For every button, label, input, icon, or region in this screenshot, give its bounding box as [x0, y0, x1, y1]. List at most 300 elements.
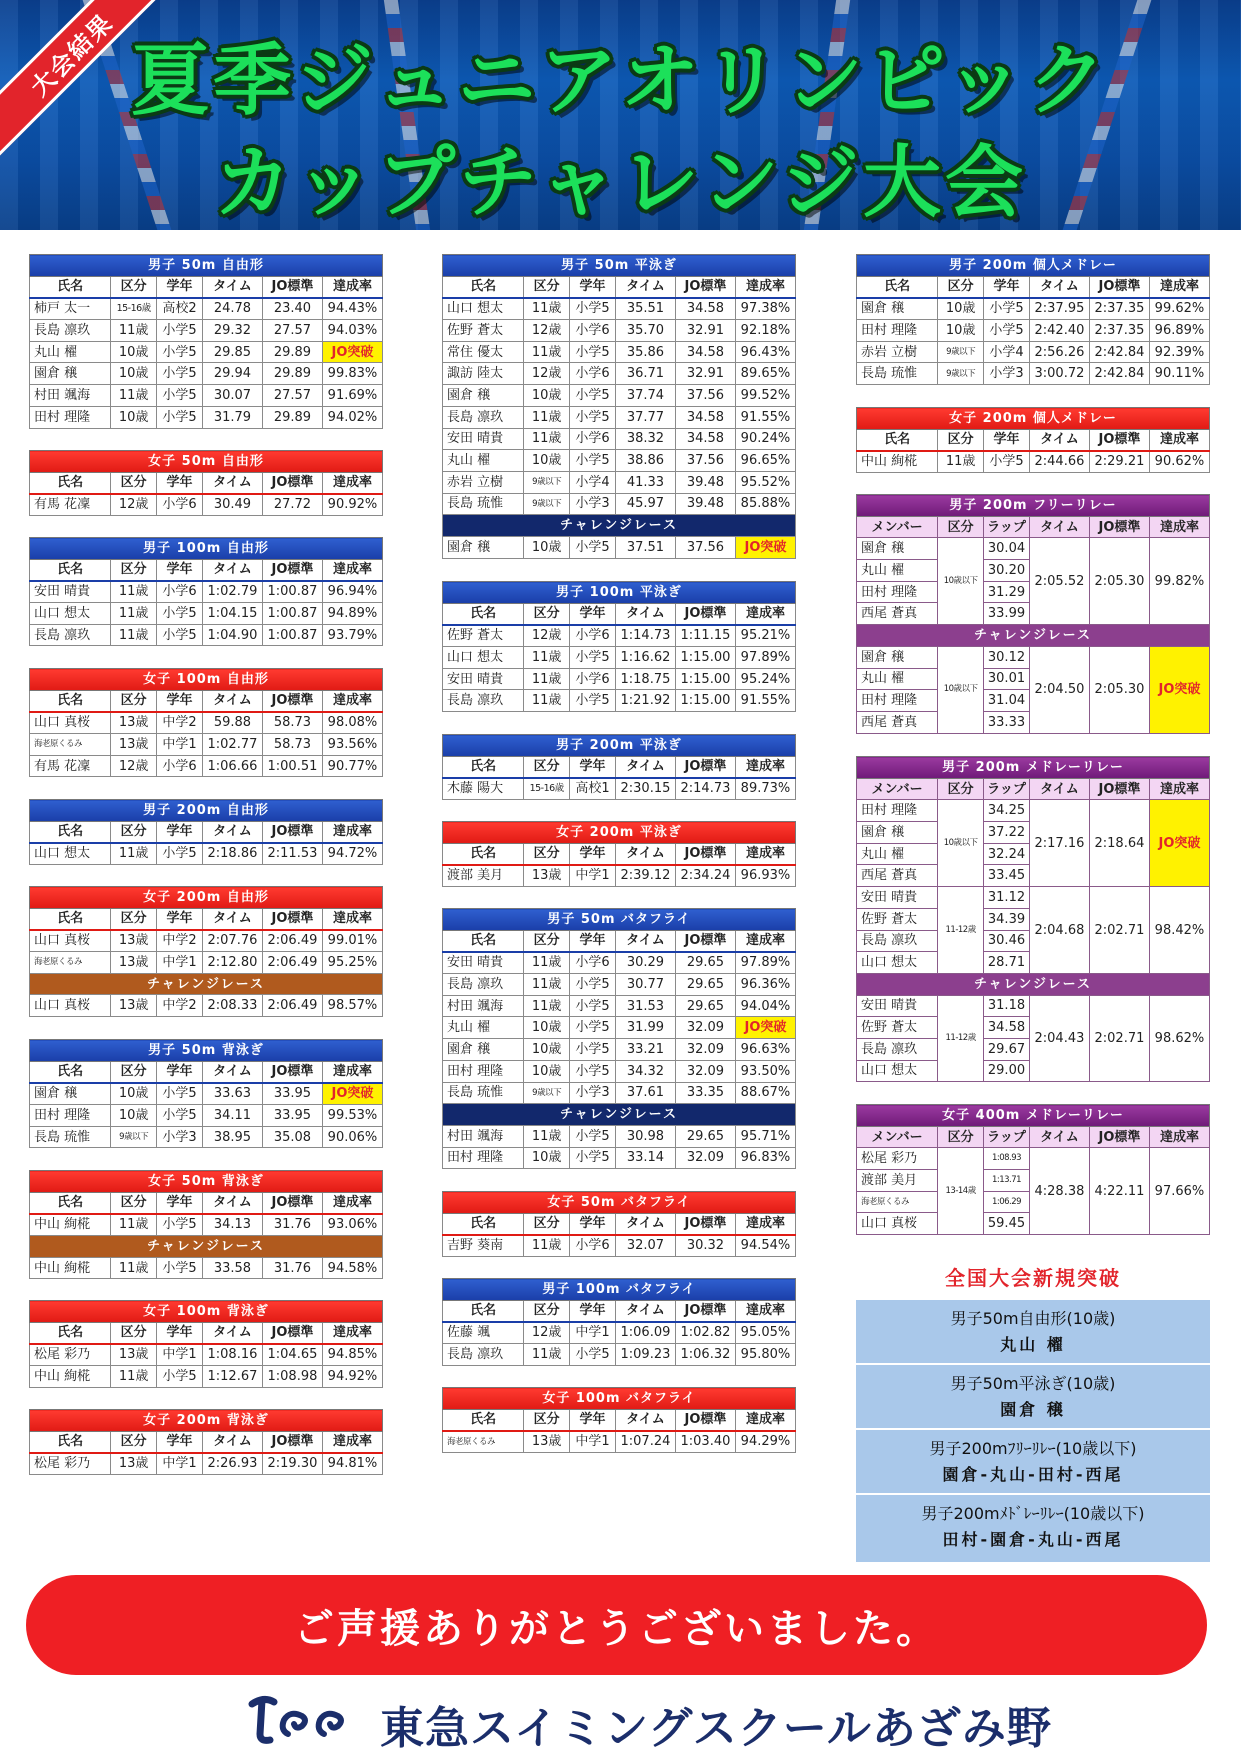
column-header: 区分 [111, 276, 157, 298]
result-cell: 高校2 [157, 298, 203, 320]
result-cell: 29.32 [202, 320, 262, 342]
column-header: 達成率 [322, 1322, 382, 1344]
column-header: 氏名 [30, 821, 111, 843]
result-cell: 10歳 [938, 298, 984, 320]
result-cell: 中学2 [157, 930, 203, 952]
result-cell: 10歳 [111, 341, 157, 363]
relay-lap: 33.45 [984, 865, 1030, 887]
result-cell: 3:00.72 [1029, 363, 1089, 385]
result-row [30, 995, 383, 1017]
result-cell: 45.97 [615, 493, 675, 515]
column-header: 達成率 [735, 603, 795, 625]
national-record-event: 男子50m自由形(10歳) [950, 1309, 1116, 1328]
result-cell: 95.25% [322, 952, 382, 974]
result-cell: 35.08 [262, 1126, 322, 1148]
column-header: 達成率 [735, 1409, 795, 1431]
result-cell: 中学1 [570, 1431, 616, 1453]
result-cell: 2:44.66 [1029, 451, 1089, 473]
relay-time: 4:28.38 [1029, 1148, 1089, 1235]
event-title: 女子 100m 自由形 [30, 669, 383, 691]
column-header: タイム [1029, 276, 1089, 298]
result-row [443, 406, 796, 428]
column-header: 氏名 [30, 472, 111, 494]
result-cell: 35.70 [615, 320, 675, 342]
result-row [443, 1017, 796, 1039]
result-cell: 高校1 [570, 778, 616, 800]
relay-member: 山口 想太 [857, 1060, 938, 1082]
relay-member: 丸山 櫂 [857, 560, 938, 582]
result-cell: 2:19.30 [262, 1453, 322, 1475]
result-cell: 95.52% [735, 471, 795, 493]
column-header: 学年 [157, 1061, 203, 1083]
result-cell: 小学3 [570, 1082, 616, 1104]
result-cell: JO突破 [322, 341, 382, 363]
result-row [30, 952, 383, 974]
column-header: 学年 [157, 1192, 203, 1214]
result-cell: 2:37.35 [1089, 298, 1149, 320]
result-cell: 1:07.24 [615, 1431, 675, 1453]
result-cell: 29.65 [675, 952, 735, 974]
result-cell: 小学3 [157, 1126, 203, 1148]
result-cell: 97.38% [735, 298, 795, 320]
result-cell: 赤岩 立樹 [443, 471, 524, 493]
result-table-m200fr [29, 799, 383, 865]
column-header: 学年 [157, 1322, 203, 1344]
result-cell: 2:14.73 [675, 778, 735, 800]
result-cell: 34.58 [675, 341, 735, 363]
result-cell: 1:03.40 [675, 1431, 735, 1453]
column-header: 氏名 [30, 908, 111, 930]
result-cell: 常住 優太 [443, 341, 524, 363]
result-cell: 24.78 [202, 298, 262, 320]
column-header-row [857, 276, 1210, 298]
column-header: JO標準 [675, 603, 735, 625]
result-cell: 小学5 [570, 341, 616, 363]
result-cell: 91.69% [322, 385, 382, 407]
relay-jo: 2:18.64 [1089, 800, 1149, 887]
result-cell: 33.95 [262, 1083, 322, 1105]
result-cell: 小学4 [984, 341, 1030, 363]
result-cell: 95.80% [735, 1344, 795, 1366]
column-header: 区分 [524, 1409, 570, 1431]
result-cell: 小学5 [157, 1366, 203, 1388]
result-cell: 31.99 [615, 1017, 675, 1039]
result-cell: 29.65 [675, 1125, 735, 1147]
result-row [443, 428, 796, 450]
column-header: タイム [615, 1213, 675, 1235]
result-cell: 89.73% [735, 778, 795, 800]
result-cell: 11歳 [111, 1257, 157, 1279]
result-cell: 木藤 陽大 [443, 778, 524, 800]
column-header: 達成率 [1149, 1126, 1209, 1148]
result-cell: 諏訪 陸太 [443, 363, 524, 385]
column-header: 達成率 [322, 690, 382, 712]
result-cell: 30.77 [615, 974, 675, 996]
column-header: 達成率 [735, 843, 795, 865]
result-cell: 小学6 [570, 625, 616, 647]
result-cell: 30.49 [202, 494, 262, 516]
event-title-row [443, 255, 796, 277]
result-cell: 11歳 [524, 995, 570, 1017]
relay-member: 佐野 蒼太 [857, 1017, 938, 1039]
column-header: 氏名 [30, 690, 111, 712]
result-cell: 13歳 [111, 1344, 157, 1366]
result-cell: 11歳 [524, 341, 570, 363]
column-header: JO標準 [675, 276, 735, 298]
challenge-race-label: チャレンジレース [30, 973, 383, 995]
result-cell: 10歳 [524, 385, 570, 407]
result-cell: 30.98 [615, 1125, 675, 1147]
result-row [30, 1126, 383, 1148]
result-cell: 中学1 [570, 1322, 616, 1344]
result-cell: 94.81% [322, 1453, 382, 1475]
column-header: JO標準 [675, 1300, 735, 1322]
result-cell: 11歳 [524, 952, 570, 974]
result-cell: 10歳 [111, 363, 157, 385]
result-cell: 長島 凛玖 [443, 1344, 524, 1366]
result-cell: 11歳 [524, 428, 570, 450]
result-cell: 長島 凛玖 [443, 974, 524, 996]
challenge-race-row [857, 973, 1210, 995]
result-row [443, 536, 796, 558]
event-title: 女子 200m 個人メドレー [857, 408, 1210, 430]
event-title-row [443, 735, 796, 757]
result-cell: 1:15.00 [675, 668, 735, 690]
result-cell: 15-16歳 [524, 778, 570, 800]
result-cell: 96.36% [735, 974, 795, 996]
result-cell: 海老原くるみ [30, 952, 111, 974]
relay-member: 園倉 穣 [857, 646, 938, 668]
challenge-race-row [857, 625, 1210, 647]
column-header: 区分 [111, 690, 157, 712]
result-row [30, 1214, 383, 1236]
result-cell: 33.21 [615, 1039, 675, 1061]
result-table-w200bk [29, 1409, 383, 1475]
result-cell: 97.89% [735, 952, 795, 974]
result-cell: 安田 晴貴 [443, 668, 524, 690]
column-header: 区分 [524, 1213, 570, 1235]
result-cell: 中学1 [157, 1453, 203, 1475]
result-cell: 33.35 [675, 1082, 735, 1104]
relay-member: 西尾 蒼真 [857, 603, 938, 625]
result-cell: 園倉 穣 [30, 363, 111, 385]
result-cell: 94.29% [735, 1431, 795, 1453]
result-cell: 小学6 [157, 494, 203, 516]
result-cell: 丸山 櫂 [443, 1017, 524, 1039]
column-header-row [857, 429, 1210, 451]
column-header-row [30, 821, 383, 843]
result-cell: 小学6 [570, 428, 616, 450]
column-header: JO標準 [262, 690, 322, 712]
column-header: 達成率 [1149, 276, 1209, 298]
relay-lap: 30.46 [984, 930, 1030, 952]
event-title-row [30, 255, 383, 277]
relay-member: 園倉 穣 [857, 538, 938, 560]
column-header: JO標準 [262, 559, 322, 581]
result-cell: 1:11.15 [675, 625, 735, 647]
result-cell: 32.07 [615, 1235, 675, 1257]
result-cell: 小学5 [570, 995, 616, 1017]
national-record-event: 男子50m平泳ぎ(10歳) [950, 1374, 1116, 1393]
result-cell: 96.94% [322, 581, 382, 603]
page-title-line2: カップチャレンジ大会 [214, 138, 1027, 228]
relay-member: 丸山 櫂 [857, 668, 938, 690]
result-row [443, 1147, 796, 1169]
result-cell: 2:11.53 [262, 843, 322, 865]
national-record-item [856, 1495, 1210, 1560]
result-cell: 中山 絢椛 [857, 451, 938, 473]
result-cell: 97.89% [735, 647, 795, 669]
national-record-event: 男子200mﾌﾘｰﾘﾚｰ(10歳以下) [929, 1439, 1137, 1458]
column-header-row [443, 276, 796, 298]
result-cell: 11歳 [524, 974, 570, 996]
result-cell: 94.72% [322, 843, 382, 865]
column-header: メンバー [857, 516, 938, 538]
result-cell: 小学5 [157, 320, 203, 342]
column-header: JO標準 [262, 472, 322, 494]
result-cell: 山口 想太 [443, 647, 524, 669]
column-header: JO標準 [675, 1409, 735, 1431]
result-cell: 10歳 [111, 406, 157, 428]
column-header: 区分 [938, 429, 984, 451]
relay-lap: 30.20 [984, 560, 1030, 582]
column-header: 氏名 [443, 756, 524, 778]
column-header: 学年 [570, 930, 616, 952]
result-row [30, 712, 383, 734]
column-header: 区分 [111, 1431, 157, 1453]
result-cell: 31.76 [262, 1214, 322, 1236]
result-cell: 11歳 [524, 668, 570, 690]
result-cell: 松尾 彩乃 [30, 1453, 111, 1475]
relay-lap: 1:08.93 [984, 1148, 1030, 1170]
result-cell: 31.53 [615, 995, 675, 1017]
result-cell: 11歳 [524, 298, 570, 320]
result-table-w200im [856, 407, 1210, 473]
relay-lap: 31.29 [984, 581, 1030, 603]
column-header: 氏名 [30, 1431, 111, 1453]
result-cell: 94.54% [735, 1235, 795, 1257]
result-row [857, 451, 1210, 473]
tss-logo-icon [244, 1690, 364, 1746]
result-row [443, 363, 796, 385]
result-cell: 12歳 [111, 494, 157, 516]
result-cell: 10歳 [524, 450, 570, 472]
result-cell: 渡部 美月 [443, 865, 524, 887]
result-row [30, 1453, 383, 1475]
relay-member: 山口 真桜 [857, 1213, 938, 1235]
result-cell: 13歳 [524, 865, 570, 887]
result-cell: 36.71 [615, 363, 675, 385]
result-cell: 1:02.79 [202, 581, 262, 603]
column-header: 学年 [157, 690, 203, 712]
result-cell: 9歳以下 [524, 1082, 570, 1104]
result-cell: 田村 理隆 [30, 406, 111, 428]
result-cell: 小学5 [570, 1344, 616, 1366]
column-header: 学年 [570, 1213, 616, 1235]
result-cell: 小学5 [157, 363, 203, 385]
relay-age: 10歳以下 [938, 646, 984, 733]
result-row [30, 581, 383, 603]
result-cell: 94.03% [322, 320, 382, 342]
result-cell: 1:14.73 [615, 625, 675, 647]
result-cell: 山口 想太 [443, 298, 524, 320]
event-title: 女子 50m 自由形 [30, 451, 383, 473]
column-header: JO標準 [262, 1061, 322, 1083]
result-cell: 58.73 [262, 734, 322, 756]
column-header: JO標準 [262, 276, 322, 298]
result-row [443, 320, 796, 342]
relay-member: 長島 凛玖 [857, 930, 938, 952]
result-cell: 小学5 [570, 1060, 616, 1082]
result-cell: 2:37.95 [1029, 298, 1089, 320]
result-cell: 中学2 [157, 712, 203, 734]
column-header: タイム [202, 690, 262, 712]
result-cell: 90.24% [735, 428, 795, 450]
event-title-row [30, 887, 383, 909]
relay-row [857, 1148, 1210, 1170]
result-cell: 38.32 [615, 428, 675, 450]
result-cell: 32.91 [675, 320, 735, 342]
relay-time: 2:17.16 [1029, 800, 1089, 887]
result-cell: 1:00.87 [262, 581, 322, 603]
event-title: 男子 200m 自由形 [30, 800, 383, 822]
result-cell: 1:18.75 [615, 668, 675, 690]
result-cell: 小学5 [570, 1125, 616, 1147]
column-header-row [30, 690, 383, 712]
result-cell: 32.09 [675, 1039, 735, 1061]
result-cell: 2:08.33 [202, 995, 262, 1017]
result-cell: 小学5 [984, 298, 1030, 320]
column-header: JO標準 [1089, 778, 1149, 800]
relay-member: 丸山 櫂 [857, 843, 938, 865]
column-header: 氏名 [443, 930, 524, 952]
result-cell: 9歳以下 [111, 1126, 157, 1148]
result-cell: 35.86 [615, 341, 675, 363]
relay-lap: 32.24 [984, 843, 1030, 865]
result-cell: 丸山 櫂 [30, 341, 111, 363]
result-cell: 小学6 [157, 581, 203, 603]
column-header-row [443, 1409, 796, 1431]
result-cell: 長島 凛玖 [30, 320, 111, 342]
result-cell: 93.50% [735, 1060, 795, 1082]
result-cell: 94.89% [322, 603, 382, 625]
result-cell: 34.13 [202, 1214, 262, 1236]
result-cell: 94.43% [322, 298, 382, 320]
result-cell: 39.48 [675, 493, 735, 515]
result-cell: 27.57 [262, 385, 322, 407]
relay-member: 園倉 穣 [857, 822, 938, 844]
result-table-m50br [442, 254, 796, 559]
column-header: 氏名 [443, 843, 524, 865]
result-cell: 田村 理隆 [30, 1105, 111, 1127]
column-header: タイム [615, 756, 675, 778]
column-header: 学年 [570, 1409, 616, 1431]
result-cell: 23.40 [262, 298, 322, 320]
result-row [30, 494, 383, 516]
relay-rate: JO突破 [1149, 800, 1209, 887]
event-title: 女子 50m バタフライ [443, 1192, 796, 1214]
result-table-m100fr [29, 537, 383, 646]
result-cell: 海老原くるみ [30, 734, 111, 756]
relay-jo: 2:05.30 [1089, 646, 1149, 733]
event-title: 男子 100m バタフライ [443, 1279, 796, 1301]
result-cell: 13歳 [111, 995, 157, 1017]
result-cell: 12歳 [524, 363, 570, 385]
result-cell: 9歳以下 [524, 493, 570, 515]
event-title-row [443, 1279, 796, 1301]
relay-jo: 2:02.71 [1089, 995, 1149, 1082]
national-record-item [856, 1300, 1210, 1365]
relay-age: 11-12歳 [938, 887, 984, 974]
event-title: 女子 200m 平泳ぎ [443, 822, 796, 844]
result-row [443, 690, 796, 712]
column-header: メンバー [857, 1126, 938, 1148]
result-cell: 1:00.51 [262, 755, 322, 777]
column-header-row [30, 908, 383, 930]
result-cell: 9歳以下 [938, 341, 984, 363]
relay-time: 2:04.43 [1029, 995, 1089, 1082]
result-cell: 12歳 [524, 625, 570, 647]
result-cell: 小学5 [570, 974, 616, 996]
result-cell: 15-16歳 [111, 298, 157, 320]
column-header: 氏名 [443, 1409, 524, 1431]
column-header: 学年 [157, 276, 203, 298]
column-header: JO標準 [675, 756, 735, 778]
result-table-m50bk [29, 1039, 383, 1148]
national-record-item [856, 1365, 1210, 1430]
event-title-row [443, 1388, 796, 1410]
column-header: 区分 [111, 821, 157, 843]
result-cell: 9歳以下 [938, 363, 984, 385]
result-cell: 95.05% [735, 1322, 795, 1344]
event-title: 女子 100m バタフライ [443, 1388, 796, 1410]
event-title: 男子 50m 背泳ぎ [30, 1040, 383, 1062]
relay-lap: 31.18 [984, 995, 1030, 1017]
result-cell: 小学6 [570, 668, 616, 690]
relay-lap: 28.71 [984, 952, 1030, 974]
thanks-message: ご声援ありがとうございました。 [294, 1605, 939, 1652]
result-cell: 32.09 [675, 1017, 735, 1039]
result-cell: 30.29 [615, 952, 675, 974]
column-header: タイム [1029, 778, 1089, 800]
relay-lap: 37.22 [984, 822, 1030, 844]
column-header: 達成率 [322, 821, 382, 843]
relay-lap: 31.04 [984, 690, 1030, 712]
result-row [443, 1060, 796, 1082]
result-cell: 小学5 [570, 1147, 616, 1169]
result-row [30, 603, 383, 625]
result-row [443, 625, 796, 647]
column-header: JO標準 [262, 1322, 322, 1344]
event-title-row [30, 800, 383, 822]
column-header: JO標準 [1089, 516, 1149, 538]
result-cell: 37.61 [615, 1082, 675, 1104]
result-row [30, 843, 383, 865]
event-title-row [857, 495, 1210, 517]
result-row [443, 647, 796, 669]
event-title: 女子 200m 自由形 [30, 887, 383, 909]
relay-lap: 29.67 [984, 1038, 1030, 1060]
result-cell: 9歳以下 [524, 471, 570, 493]
column-header: 達成率 [322, 276, 382, 298]
result-row [30, 385, 383, 407]
column-header: 達成率 [322, 1192, 382, 1214]
column-header: 区分 [111, 1192, 157, 1214]
result-row [30, 734, 383, 756]
result-cell: 村田 颯海 [443, 995, 524, 1017]
result-cell: 小学5 [157, 385, 203, 407]
result-cell: 11歳 [111, 385, 157, 407]
